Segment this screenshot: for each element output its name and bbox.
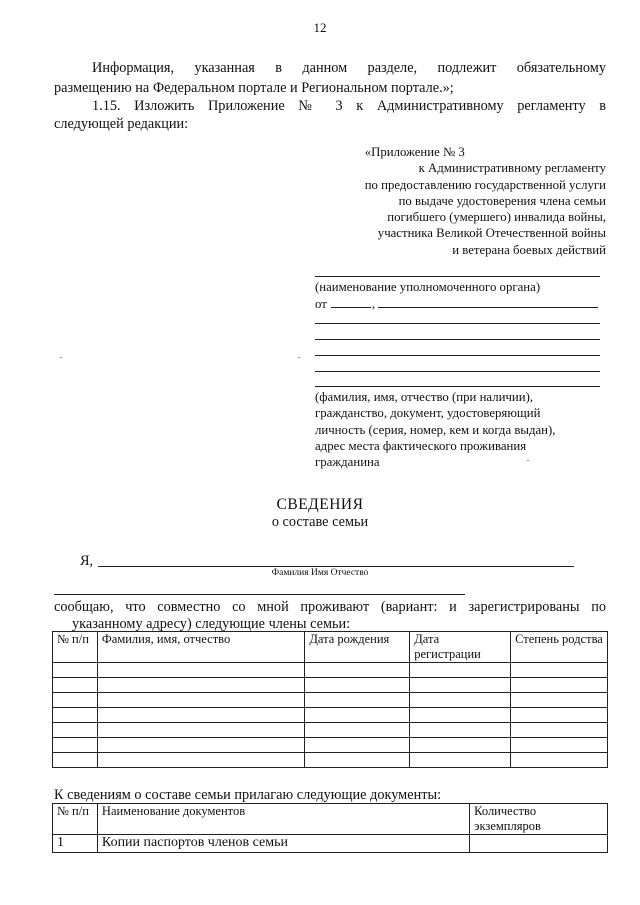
table-cell[interactable]: [305, 693, 410, 708]
table-row[interactable]: [53, 738, 608, 753]
documents-caption: К сведениям о составе семьи прилагаю следующие документы:: [54, 787, 442, 803]
table-row[interactable]: [53, 693, 608, 708]
appendix-line: и ветерана боевых действий: [452, 242, 606, 257]
appendix-line: участника Великой Отечественной войны: [377, 226, 606, 241]
table-cell[interactable]: [410, 708, 511, 723]
table-cell[interactable]: [410, 753, 511, 768]
authority-caption: (наименование уполномоченного органа): [315, 280, 541, 294]
header-cell: Наименование документов: [97, 804, 469, 835]
table-cell[interactable]: [53, 723, 98, 738]
scan-speck: [527, 460, 529, 461]
intro-line-1: Информация, указанная в данном разделе, подлежит обязательному: [92, 60, 606, 76]
applicant-caption-line: гражданство, документ, удостоверяющий: [315, 406, 541, 421]
table-cell[interactable]: [410, 678, 511, 693]
appendix-header: [365, 144, 606, 258]
header-cell: № п/п: [53, 804, 98, 835]
table-cell[interactable]: [53, 738, 98, 753]
intro-line-4: следующей редакции:: [54, 116, 189, 132]
scan-speck: [298, 357, 300, 358]
table-cell[interactable]: [511, 708, 608, 723]
table-cell[interactable]: [97, 723, 304, 738]
applicant-caption: [315, 389, 555, 470]
from-comma: ,: [372, 297, 376, 311]
table-row[interactable]: [53, 663, 608, 678]
table-cell[interactable]: [53, 693, 98, 708]
header-cell: Фамилия, имя, отчество: [97, 632, 304, 663]
from-line-short[interactable]: [331, 307, 371, 308]
table-cell[interactable]: [470, 835, 608, 853]
table-cell[interactable]: [511, 678, 608, 693]
table-row[interactable]: [53, 835, 608, 853]
table-cell[interactable]: 1: [53, 835, 98, 853]
table-cell[interactable]: [410, 723, 511, 738]
table-cell[interactable]: [305, 708, 410, 723]
applicant-caption-line: личность (серия, номер, кем и когда выдан),: [315, 422, 556, 437]
applicant-caption-line: (фамилия, имя, отчество (при наличии),: [315, 390, 534, 404]
table-row[interactable]: [53, 723, 608, 738]
header-cell: № п/п: [53, 632, 98, 663]
intro-line-3: 1.15. Изложить Приложение № 3 к Административному регламенту в: [92, 98, 606, 114]
table-cell[interactable]: [97, 738, 304, 753]
table-header-row: [53, 632, 608, 663]
table-cell[interactable]: [305, 678, 410, 693]
table-row[interactable]: [53, 753, 608, 768]
family-table: [52, 631, 608, 768]
table-cell[interactable]: [305, 738, 410, 753]
table-cell[interactable]: [410, 663, 511, 678]
table-header-row: [53, 804, 608, 835]
appendix-line: к Административному регламенту: [418, 161, 606, 176]
applicant-line[interactable]: [315, 371, 600, 372]
table-cell[interactable]: [97, 678, 304, 693]
table-cell[interactable]: [53, 678, 98, 693]
table-row[interactable]: [53, 678, 608, 693]
header-cell: Дата регистрации: [410, 632, 511, 663]
fio-line-continued[interactable]: [54, 594, 465, 595]
table-cell[interactable]: [97, 663, 304, 678]
header-cell: Дата рождения: [305, 632, 410, 663]
statement-line-1: сообщаю, что совместно со мной проживают (вариант: и зарегистрированы по: [54, 599, 606, 615]
table-cell[interactable]: [53, 753, 98, 768]
document-subtitle: о составе семьи: [271, 514, 369, 530]
applicant-line[interactable]: [315, 339, 600, 340]
appendix-line: погибшего (умершего) инвалида войны,: [387, 210, 606, 225]
document-title: СВЕДЕНИЯ: [276, 496, 364, 513]
fio-line[interactable]: [98, 566, 574, 567]
table-cell[interactable]: [53, 708, 98, 723]
table-row[interactable]: [53, 708, 608, 723]
appendix-line: по предоставлению государственной услуги: [364, 177, 606, 192]
from-label: от: [315, 297, 327, 311]
table-cell[interactable]: [97, 708, 304, 723]
table-cell[interactable]: [511, 693, 608, 708]
page-number: 12: [313, 20, 327, 35]
table-cell[interactable]: [511, 738, 608, 753]
table-cell[interactable]: [511, 753, 608, 768]
scan-speck: [60, 357, 62, 358]
appendix-line: по выдаче удостоверения члена семьи: [398, 193, 606, 208]
from-line-long[interactable]: [378, 307, 598, 308]
i-label: Я,: [80, 553, 94, 569]
table-cell[interactable]: [97, 693, 304, 708]
intro-line-2: размещению на Федеральном портале и Региональном портале.»;: [54, 80, 454, 96]
fio-caption: Фамилия Имя Отчество: [271, 568, 369, 578]
table-cell[interactable]: [305, 663, 410, 678]
table-cell[interactable]: [511, 723, 608, 738]
table-cell[interactable]: [511, 663, 608, 678]
applicant-caption-line: гражданина: [315, 455, 380, 470]
statement-line-2: указанному адресу) следующие члены семьи:: [72, 616, 351, 632]
table-cell[interactable]: [97, 753, 304, 768]
table-cell[interactable]: [305, 753, 410, 768]
table-cell[interactable]: Копии паспортов членов семьи: [97, 835, 469, 853]
documents-table: [52, 803, 608, 853]
table-cell[interactable]: [53, 663, 98, 678]
table-cell[interactable]: [410, 738, 511, 753]
header-cell: Количество экземпляров: [470, 804, 608, 835]
authority-line[interactable]: [315, 276, 600, 277]
applicant-caption-line: адрес места фактического проживания: [315, 438, 527, 453]
table-cell[interactable]: [410, 693, 511, 708]
applicant-line[interactable]: [315, 355, 600, 356]
header-cell: Степень родства: [511, 632, 608, 663]
table-cell[interactable]: [305, 723, 410, 738]
applicant-line[interactable]: [315, 386, 600, 387]
appendix-line: «Приложение № 3: [364, 145, 465, 159]
applicant-line[interactable]: [315, 323, 600, 324]
